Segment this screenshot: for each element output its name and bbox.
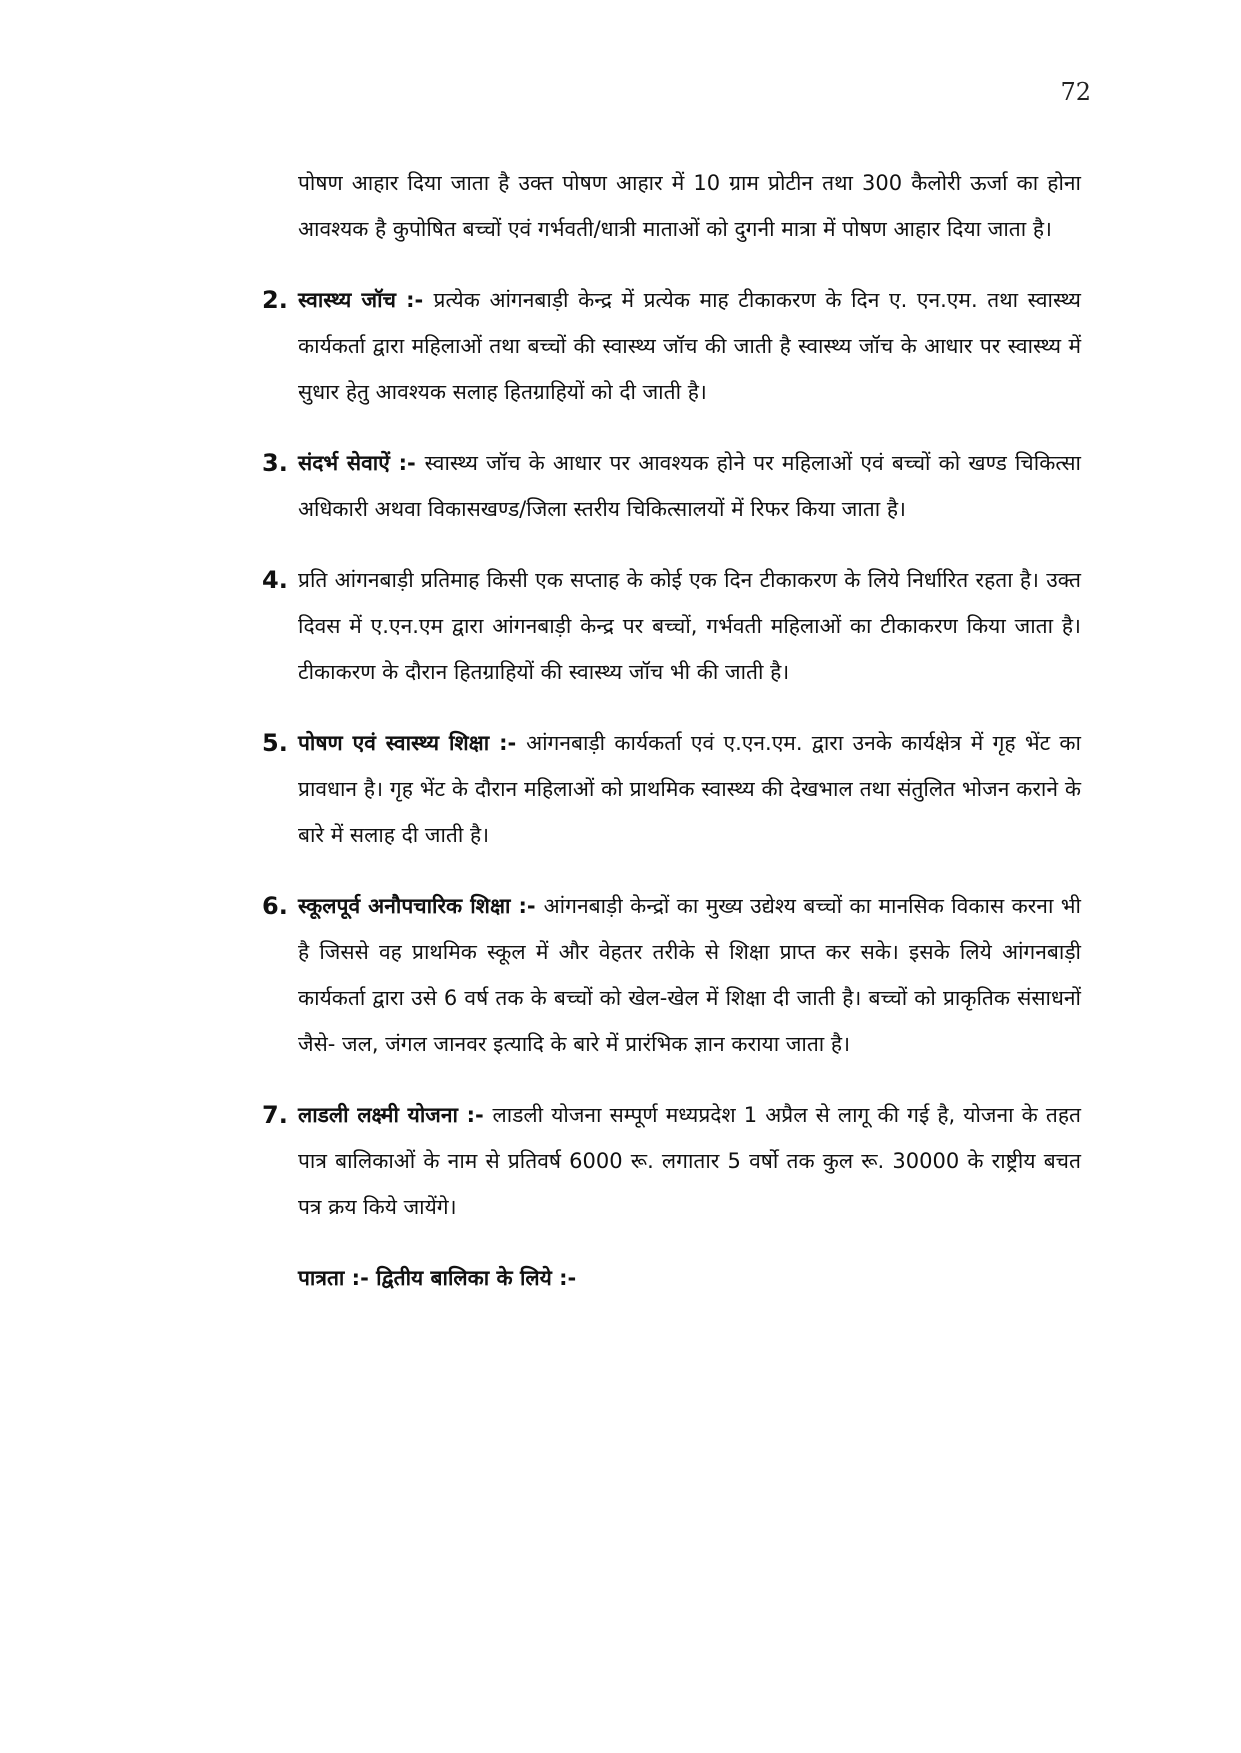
item-text: आंगनबाड़ी केन्द्रों का मुख्य उद्येश्य बच्चों का मानसिक विकास करना भी है जिससे वह प्राथमिक स्कूल में और वेहतर तरीके से शिक्षा प्राप्त कर सके। इसके लिये आंगनबाड़ी कार्यकर्ता द्वारा उसे 6 वर्ष तक के बच्चों को खेल-खेल में शिक्षा दी जाती है। बच्चों को प्राकृतिक संसाधनों जैसे- जल, जंगल जानवर इत्यादि के बारे में प्रारंभिक ज्ञान कराया जाता है।: [298, 894, 1081, 1056]
eligibility-heading: पात्रता :- द्वितीय बालिका के लिये :-: [298, 1266, 577, 1290]
list-item-referral-services: [262, 440, 1081, 532]
list-item-nutrition-education: [262, 720, 1081, 858]
list-item-vaccination: [262, 557, 1081, 695]
item-heading: स्कूलपूर्व अनौपचारिक शिक्षा :-: [298, 894, 544, 918]
item-text: स्वास्थ्य जॉच के आधार पर आवश्यक होने पर महिलाओं एवं बच्चों को खण्ड चिकित्सा अधिकारी अथवा विकासखण्ड/जिला स्तरीय चिकित्सालयों में रिफर किया जाता है।: [298, 451, 1081, 521]
page-number: 72: [1060, 78, 1091, 106]
item-text: आंगनबाड़ी कार्यकर्ता एवं ए.एन.एम. द्वारा उनके कार्यक्षेत्र में गृह भेंट का प्रावधान है। गृह भेंट के दौरान महिलाओं को प्राथमिक स्वास्थ्य की देखभाल तथा संतुलित भोजन कराने के बारे में सलाह दी जाती है।: [298, 731, 1081, 847]
item-heading: पोषण एवं स्वास्थ्य शिक्षा :-: [298, 731, 527, 755]
item-number: 7.: [262, 1101, 288, 1129]
item-number: 4.: [262, 566, 288, 594]
item-text: प्रति आंगनबाड़ी प्रतिमाह किसी एक सप्ताह के कोई एक दिन टीकाकरण के लिये निर्धारित रहता है। उक्त दिवस में ए.एन.एम द्वारा आंगनबाड़ी केन्द्र पर बच्चों, गर्भवती महिलाओं का टीकाकरण किया जाता है। टीकाकरण के दौरान हितग्राहियों की स्वास्थ्य जॉच भी की जाती है।: [298, 568, 1081, 684]
list-item-preschool-education: [262, 883, 1081, 1067]
page-content: [262, 160, 1081, 1326]
item-number: 5.: [262, 729, 288, 757]
item-heading: लाडली लक्ष्मी योजना :-: [298, 1103, 493, 1127]
item-heading: संदर्भ सेवाऐं :-: [298, 451, 425, 475]
item-number: 6.: [262, 892, 288, 920]
list-item-ladli-laxmi-scheme: [262, 1092, 1081, 1230]
item-number: 3.: [262, 449, 288, 477]
item-heading: स्वास्थ्य जॉच :-: [298, 288, 434, 312]
item-number: 2.: [262, 286, 288, 314]
intro-paragraph: पोषण आहार दिया जाता है उक्त पोषण आहार में 10 ग्राम प्रोटीन तथा 300 कैलोरी ऊर्जा का होना आवश्यक है कुपोषित बच्चों एवं गर्भवती/धात्री माताओं को दुगनी मात्रा में पोषण आहार दिया जाता है।: [298, 171, 1081, 241]
item-text: लाडली योजना सम्पूर्ण मध्यप्रदेश 1 अप्रैल से लागू की गई है, योजना के तहत पात्र बालिकाओं के नाम से प्रतिवर्ष 6000 रू. लगातार 5 वर्षो तक कुल रू. 30000 के राष्ट्रीय बचत पत्र क्रय किये जायेंगे।: [298, 1103, 1081, 1219]
item-text: प्रत्येक आंगनबाड़ी केन्द्र में प्रत्येक माह टीकाकरण के दिन ए. एन.एम. तथा स्वास्थ्य कार्यकर्ता द्वारा महिलाओं तथा बच्चों की स्वास्थ्य जॉच की जाती है स्वास्थ्य जॉच के आधार पर स्वास्थ्य में सुधार हेतु आवश्यक सलाह हितग्राहियों को दी जाती है।: [298, 288, 1081, 404]
list-item-health-checkup: [262, 277, 1081, 415]
